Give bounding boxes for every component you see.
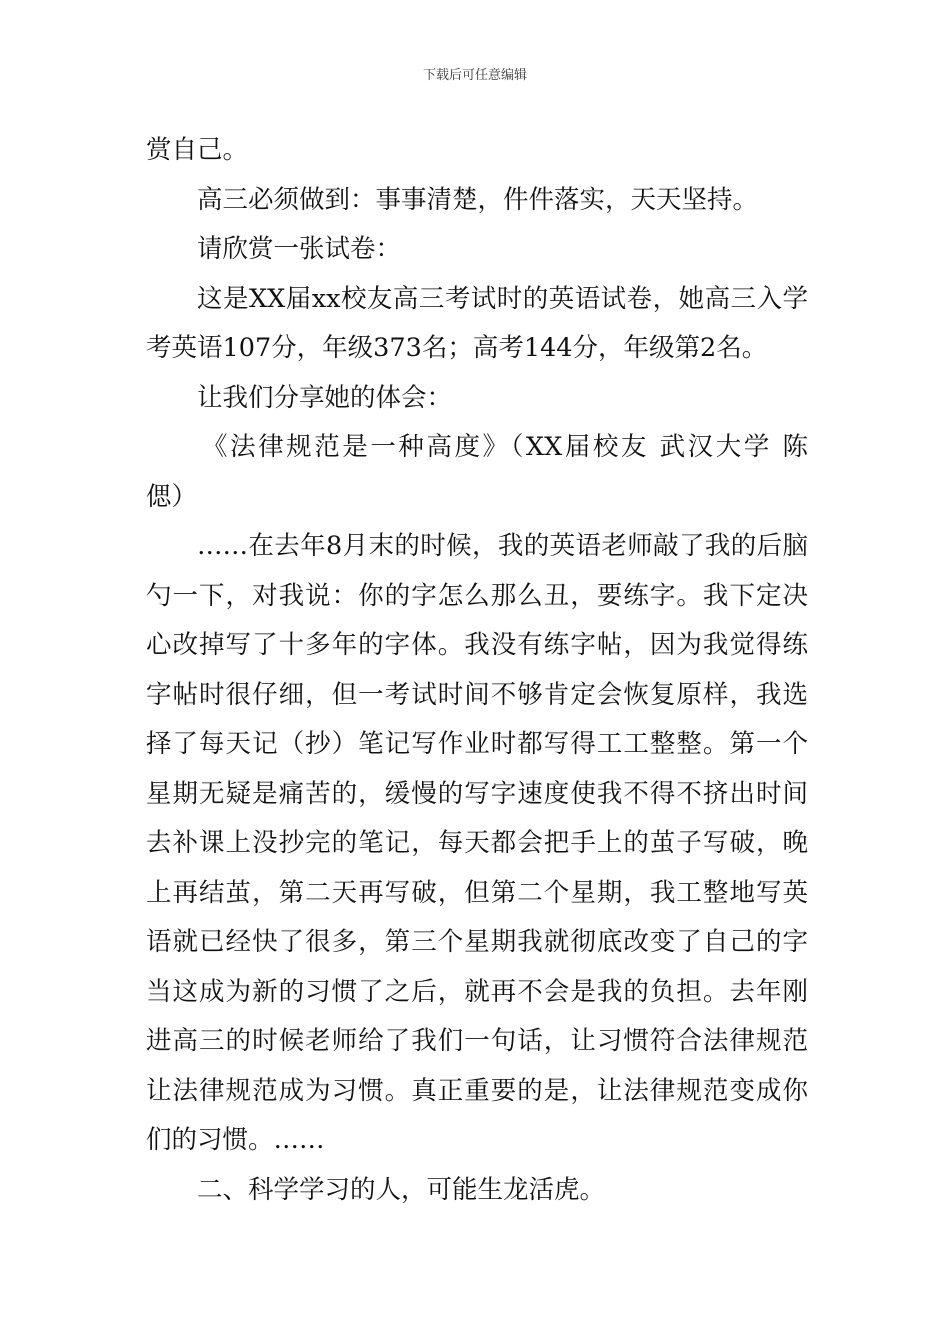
text-line-9: ……在去年8月末的时候，我的英语老师敲了我的后脑 — [197, 531, 808, 561]
text-line-5: 考英语107分，年级373名；高考144分，年级第2名。 — [146, 333, 768, 363]
text-line-16: 上再结茧，第二天再写破，但第二个星期，我工整地写英 — [146, 877, 808, 908]
text-line-14: 星期无疑是痛苦的，缓慢的写字速度使我不得不挤出时间 — [146, 778, 808, 809]
text-line-7: 《法律规范是一种高度》（XX届校友 武汉大学 陈 — [202, 432, 808, 462]
text-line-13: 择了每天记（抄）笔记写作业时都写得工工整整。第一个 — [146, 729, 808, 759]
text-line-1: 赏自己。 — [146, 135, 249, 165]
text-line-21: 们的习惯。…… — [146, 1125, 325, 1155]
text-line-11: 心改掉写了十多年的字体。我没有练字帖，因为我觉得练 — [146, 630, 808, 660]
text-line-6: 让我们分享她的体会： — [197, 382, 453, 413]
text-line-18: 当这成为新的习惯了之后，就再不会是我的负担。去年刚 — [146, 976, 808, 1007]
document-body — [146, 126, 808, 1215]
text-line-3: 请欣赏一张试卷： — [197, 234, 402, 264]
text-line-19: 进高三的时候老师给了我们一句话，让习惯符合法律规范 — [146, 1026, 808, 1056]
text-line-15: 去补课上没抄完的笔记，每天都会把手上的茧子写破，晚 — [146, 828, 808, 858]
text-line-17: 语就已经快了很多，第三个星期我就彻底改变了自己的字 — [146, 927, 808, 957]
text-line-8: 偲） — [146, 481, 198, 512]
text-line-12: 字帖时很仔细，但一考试时间不够肯定会恢复原样，我选 — [146, 679, 808, 710]
text-line-20: 让法律规范成为习惯。真正重要的是，让法律规范变成你 — [146, 1075, 808, 1106]
text-line-4: 这是XX届xx校友高三考试时的英语试卷，她高三入学 — [197, 283, 808, 314]
text-line-2: 高三必须做到：事事清楚，件件落实，天天坚持。 — [197, 184, 759, 215]
text-line-22: 二、科学学习的人，可能生龙活虎。 — [197, 1174, 606, 1205]
text-line-10: 勺一下，对我说：你的字怎么那么丑，要练字。我下定决 — [146, 580, 808, 611]
page-header: 下载后可任意编辑 — [422, 68, 527, 83]
